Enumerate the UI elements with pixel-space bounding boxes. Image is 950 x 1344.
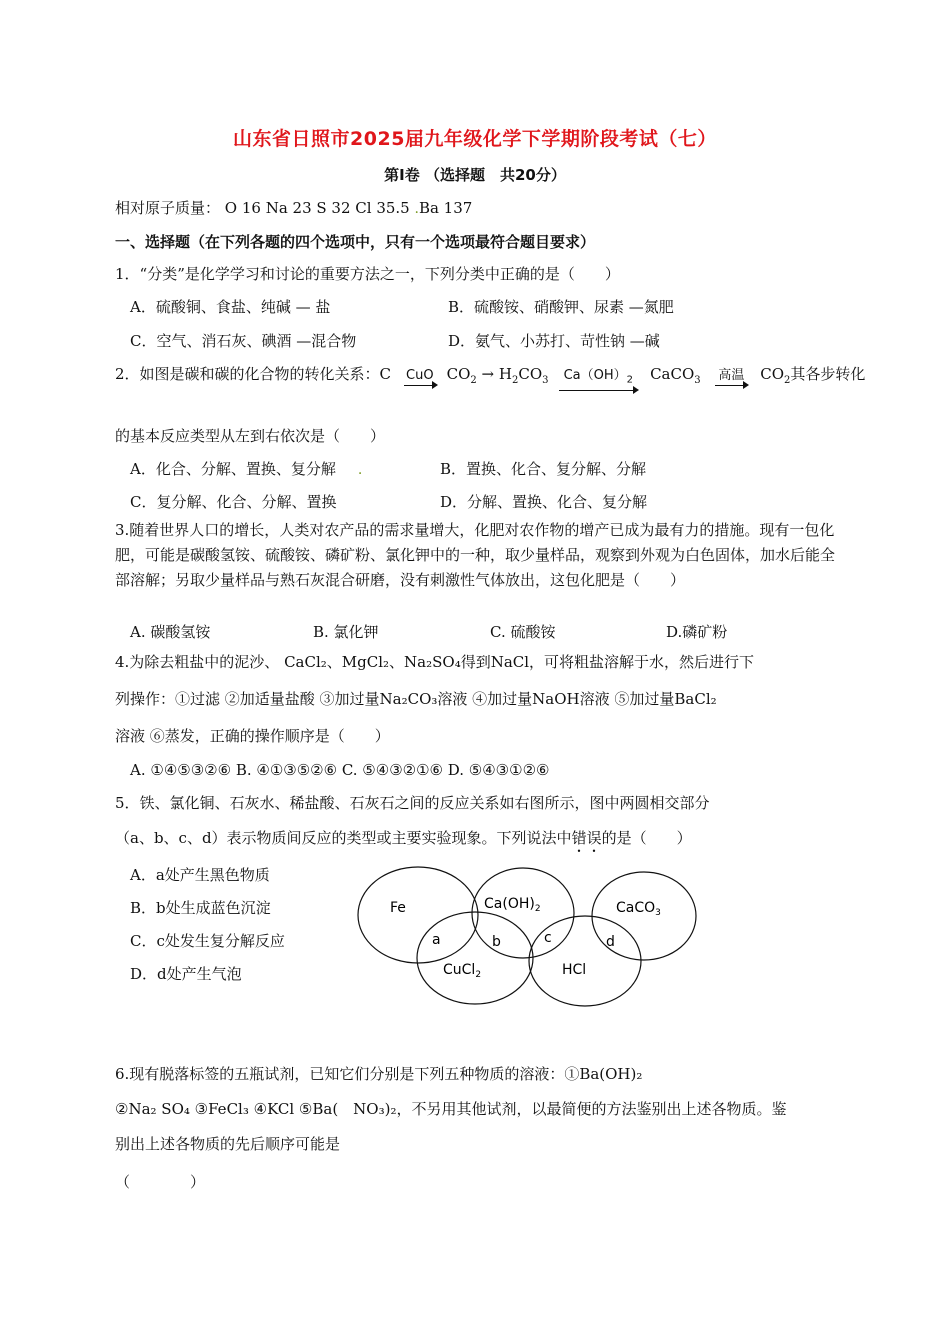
- question-5-option-d: D．d处产生气泡: [130, 965, 242, 983]
- label-fe: Fe: [390, 900, 406, 916]
- question-3-option-c: C. 硫酸铵: [490, 623, 556, 641]
- intersection-label-a: a: [432, 932, 441, 948]
- question-3-stem: 3.随着世界人口的增长，人类对农产品的需求量增大，化肥对农作物的增产已成为最有力的措施。现有一包化肥，可能是碳酸氢铵、硫酸铵、磷矿粉、氯化钾中的一种，取少量样品，观察到外观为白色固体，加水后能全部溶解；另取少量样品与熟石灰混合研磨，没有刺激性气体放出，这包化肥是（ ）: [115, 521, 836, 589]
- question-4-line-2: 列操作：①过滤 ②加适量盐酸 ③加过量Na₂CO₃溶液 ④加过量NaOH溶液 ⑤加过量BaCl₂: [115, 690, 717, 708]
- question-4-line-1: 4.为除去粗盐中的泥沙、 CaCl₂、MgCl₂、Na₂SO₄得到NaCl，可将粗盐溶解于水，然后进行下: [115, 653, 755, 671]
- formula-co2: $CO_2$: [446, 365, 477, 386]
- label-cucl2: CuCl$_2$: [443, 962, 482, 980]
- reaction-arrow-cuo: [404, 368, 436, 386]
- question-5-line-1: 5．铁、氯化铜、石灰水、稀盐酸、石灰石之间的反应关系如右图所示，图中两圆相交部分: [115, 794, 710, 812]
- question-2-option-b: B．置换、化合、复分解、分解: [440, 460, 647, 478]
- emphasis-wrong: 错误: [571, 829, 602, 847]
- question-1-option-d: D．氨气、小苏打、苛性钠 —碱: [448, 332, 660, 350]
- arrow-label-caoh2: Ca（OH）: [563, 368, 627, 383]
- arrow-label-cuo: CuO: [406, 368, 434, 383]
- question-3-option-a: A. 碳酸氢铵: [130, 623, 211, 641]
- intersection-label-d: d: [606, 934, 615, 950]
- question-6-answer-blank: （ ）: [115, 1173, 206, 1191]
- question-2-lead: 2．如图是碳和碳的化合物的转化关系：C: [115, 365, 392, 383]
- question-5-option-b: B．b处生成蓝色沉淀: [130, 899, 271, 917]
- formula-co2-end: $CO_2$其各步转化: [760, 365, 866, 386]
- question-3-option-d: D.磷矿粉: [666, 623, 728, 641]
- formula-caco3: CaCO$_3$: [650, 365, 701, 386]
- arrow-label-high-temp: 高温: [718, 368, 745, 383]
- reaction-arrow-high-temp: [715, 368, 747, 386]
- question-4-options: A. ①④⑤③②⑥ B. ④①③⑤②⑥ C. ⑤④③②①⑥ D. ⑤④③①②⑥: [130, 761, 550, 779]
- question-2-option-a: A．化合、分解、置换、复分解 .: [130, 460, 363, 478]
- question-6-line-3: 别出上述各物质的先后顺序可能是: [115, 1135, 341, 1153]
- question-2-stem: [115, 364, 865, 400]
- dot-mark-icon: .: [357, 462, 363, 478]
- question-5-option-a: A．a处产生黑色物质: [130, 866, 270, 884]
- atomic-mass-ba: Ba 137: [418, 199, 473, 217]
- intersection-label-b: b: [492, 934, 501, 950]
- section-instruction: 一、选择题（在下列各题的四个选项中，只有一个选项最符合题目要求）: [115, 233, 596, 251]
- question-2-option-d: D．分解、置换、化合、复分解: [440, 493, 648, 511]
- question-5-line-2: （a、b、c、d）表示物质间反应的类型或主要实验现象。下列说法中错误的是（ ）: [115, 829, 692, 847]
- question-5-option-c: C．c处发生复分解反应: [130, 932, 285, 950]
- label-caco3: CaCO$_3$: [616, 900, 661, 918]
- intersection-label-c: c: [544, 930, 552, 946]
- section-header: 第Ⅰ卷 （选择题 共20分）: [384, 166, 566, 184]
- reaction-circle-diagram: [350, 860, 710, 1010]
- question-1-option-b: B．硫酸铵、硝酸钾、尿素 —氮肥: [448, 298, 674, 316]
- simple-arrow-icon: →: [481, 365, 495, 383]
- dot-mark-icon: .: [414, 201, 419, 217]
- question-6-line-1: 6.现有脱落标签的五瓶试剂，已知它们分别是下列五种物质的溶液：①Ba(OH)₂: [115, 1065, 643, 1083]
- atomic-mass-text: 相对原子质量： O 16 Na 23 S 32 Cl 35.5: [115, 199, 415, 217]
- question-2-option-c: C．复分解、化合、分解、置换: [130, 493, 337, 511]
- question-6-line-2: ②Na₂ SO₄ ③FeCl₃ ④KCl ⑤Ba( NO₃)₂，不另用其他试剂，以最简便的方法鉴别出上述各物质。鉴: [115, 1100, 787, 1118]
- page-title: 山东省日照市2025届九年级化学下学期阶段考试（七）: [233, 128, 717, 150]
- formula-h2co3: $H_2CO_3$: [498, 365, 549, 386]
- question-4-line-3: 溶液 ⑥蒸发，正确的操作顺序是（ ）: [115, 727, 390, 745]
- question-3-option-b: B. 氯化钾: [313, 623, 379, 641]
- atomic-mass-line: [115, 198, 472, 219]
- question-2-stem-2: 的基本反应类型从左到右依次是（ ）: [115, 427, 386, 445]
- label-caoh2: $Ca(OH)_2$: [484, 896, 541, 914]
- question-1-stem: 1．“分类”是化学学习和讨论的重要方法之一，下列分类中正确的是（ ）: [115, 265, 620, 283]
- reaction-arrow-caoh2: $Ca(OH)_2$: [559, 368, 637, 391]
- label-hcl: HCl: [562, 962, 587, 978]
- question-1-option-c: C．空气、消石灰、碘酒 —混合物: [130, 332, 357, 350]
- question-1-option-a: A．硫酸铜、食盐、纯碱 — 盐: [130, 298, 331, 316]
